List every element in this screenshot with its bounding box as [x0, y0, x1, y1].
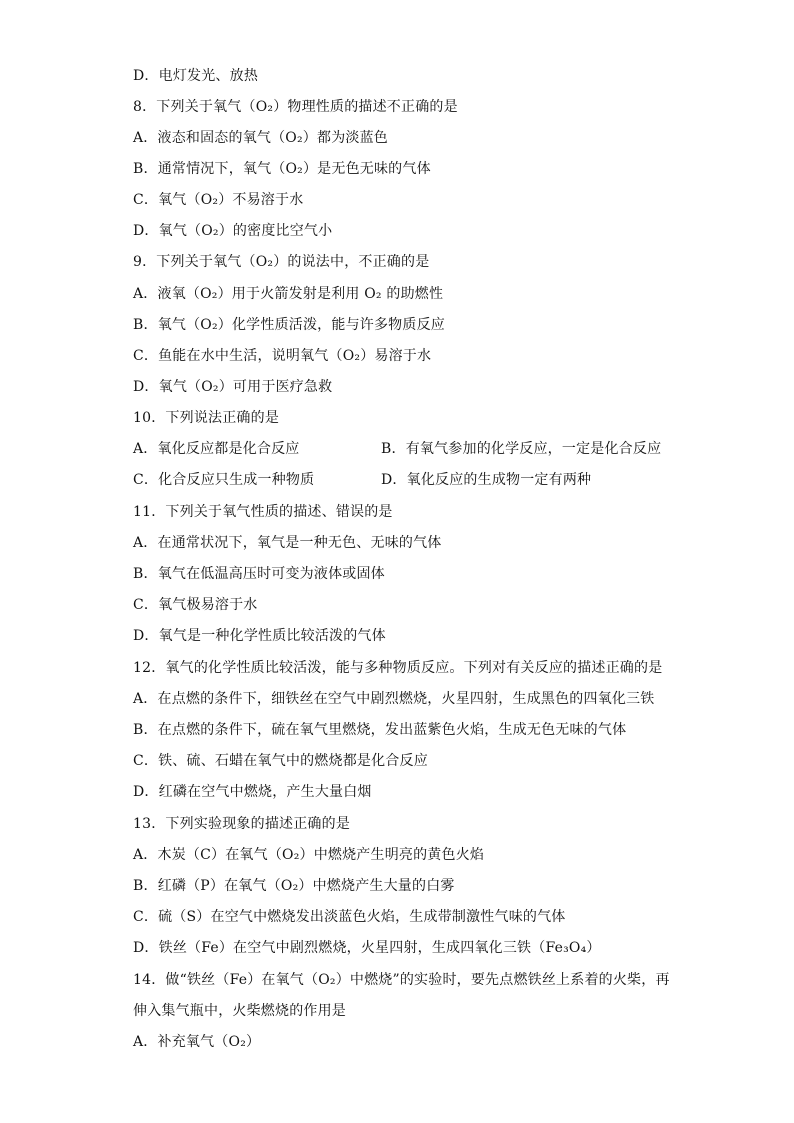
option-8c: C．氧气（O₂）不易溶于水 — [133, 192, 304, 208]
option-8a: A．液态和固态的氧气（O₂）都为淡蓝色 — [133, 130, 388, 146]
question-9: 9．下列关于氧气（O₂）的说法中，不正确的是 — [133, 254, 430, 270]
option-8b: B．通常情况下，氧气（O₂）是无色无味的气体 — [133, 161, 431, 177]
question-13: 13．下列实验现象的描述正确的是 — [133, 816, 351, 832]
option-10c: C．化合反应只生成一种物质 — [133, 472, 315, 488]
option-13a: A．木炭（C）在氧气（O₂）中燃烧产生明亮的黄色火焰 — [133, 847, 485, 863]
option-11d: D．氧气是一种化学性质比较活泼的气体 — [133, 628, 386, 644]
option-11c: C．氧气极易溶于水 — [133, 597, 258, 613]
option-8d: D．氧气（O₂）的密度比空气小 — [133, 223, 333, 239]
option-10d: D．氧化反应的生成物一定有两种 — [381, 472, 592, 488]
option-10a: A．氧化反应都是化合反应 — [133, 441, 300, 457]
question-14-continued: 伸入集气瓶中，火柴燃烧的作用是 — [133, 1003, 346, 1019]
option-12b: B．在点燃的条件下，硫在氧气里燃烧，发出蓝紫色火焰，生成无色无味的气体 — [133, 722, 627, 738]
option-12a: A．在点燃的条件下，细铁丝在空气中剧烈燃烧，火星四射，生成黑色的四氧化三铁 — [133, 691, 655, 707]
option-9c: C．鱼能在水中生活，说明氧气（O₂）易溶于水 — [133, 348, 432, 364]
option-7d: D．电灯发光、放热 — [133, 68, 259, 84]
option-13d: D．铁丝（Fe）在空气中剧烈燃烧，火星四射，生成四氧化三铁（Fe₃O₄） — [133, 940, 601, 956]
option-10b: B．有氧气参加的化学反应，一定是化合反应 — [381, 441, 662, 457]
option-13c: C．硫（S）在空气中燃烧发出淡蓝色火焰，生成带制激性气味的气体 — [133, 909, 566, 925]
question-10: 10．下列说法正确的是 — [133, 410, 280, 426]
option-14a: A．补充氧气（O₂） — [133, 1034, 261, 1050]
option-12d: D．红磷在空气中燃烧，产生大量白烟 — [133, 784, 372, 800]
question-12: 12．氧气的化学性质比较活泼，能与多种物质反应。下列对有关反应的描述正确的是 — [133, 660, 663, 676]
question-14: 14．做“铁丝（Fe）在氧气（O₂）中燃烧”的实验时，要先点燃铁丝上系着的火柴，再 — [133, 972, 670, 988]
option-11b: B．氧气在低温高压时可变为液体或固体 — [133, 566, 385, 582]
option-13b: B．红磷（P）在氧气（O₂）中燃烧产生大量的白雾 — [133, 878, 455, 894]
question-8: 8．下列关于氧气（O₂）物理性质的描述不正确的是 — [133, 99, 458, 115]
option-12c: C．铁、硫、石蜡在氧气中的燃烧都是化合反应 — [133, 753, 428, 769]
option-9a: A．液氧（O₂）用于火箭发射是利用 O₂ 的助燃性 — [133, 286, 444, 302]
option-9d: D．氧气（O₂）可用于医疗急救 — [133, 379, 333, 395]
question-11: 11．下列关于氧气性质的描述、错误的是 — [133, 504, 393, 520]
option-9b: B．氧气（O₂）化学性质活泼，能与许多物质反应 — [133, 317, 445, 333]
option-11a: A．在通常状况下，氧气是一种无色、无味的气体 — [133, 535, 442, 551]
